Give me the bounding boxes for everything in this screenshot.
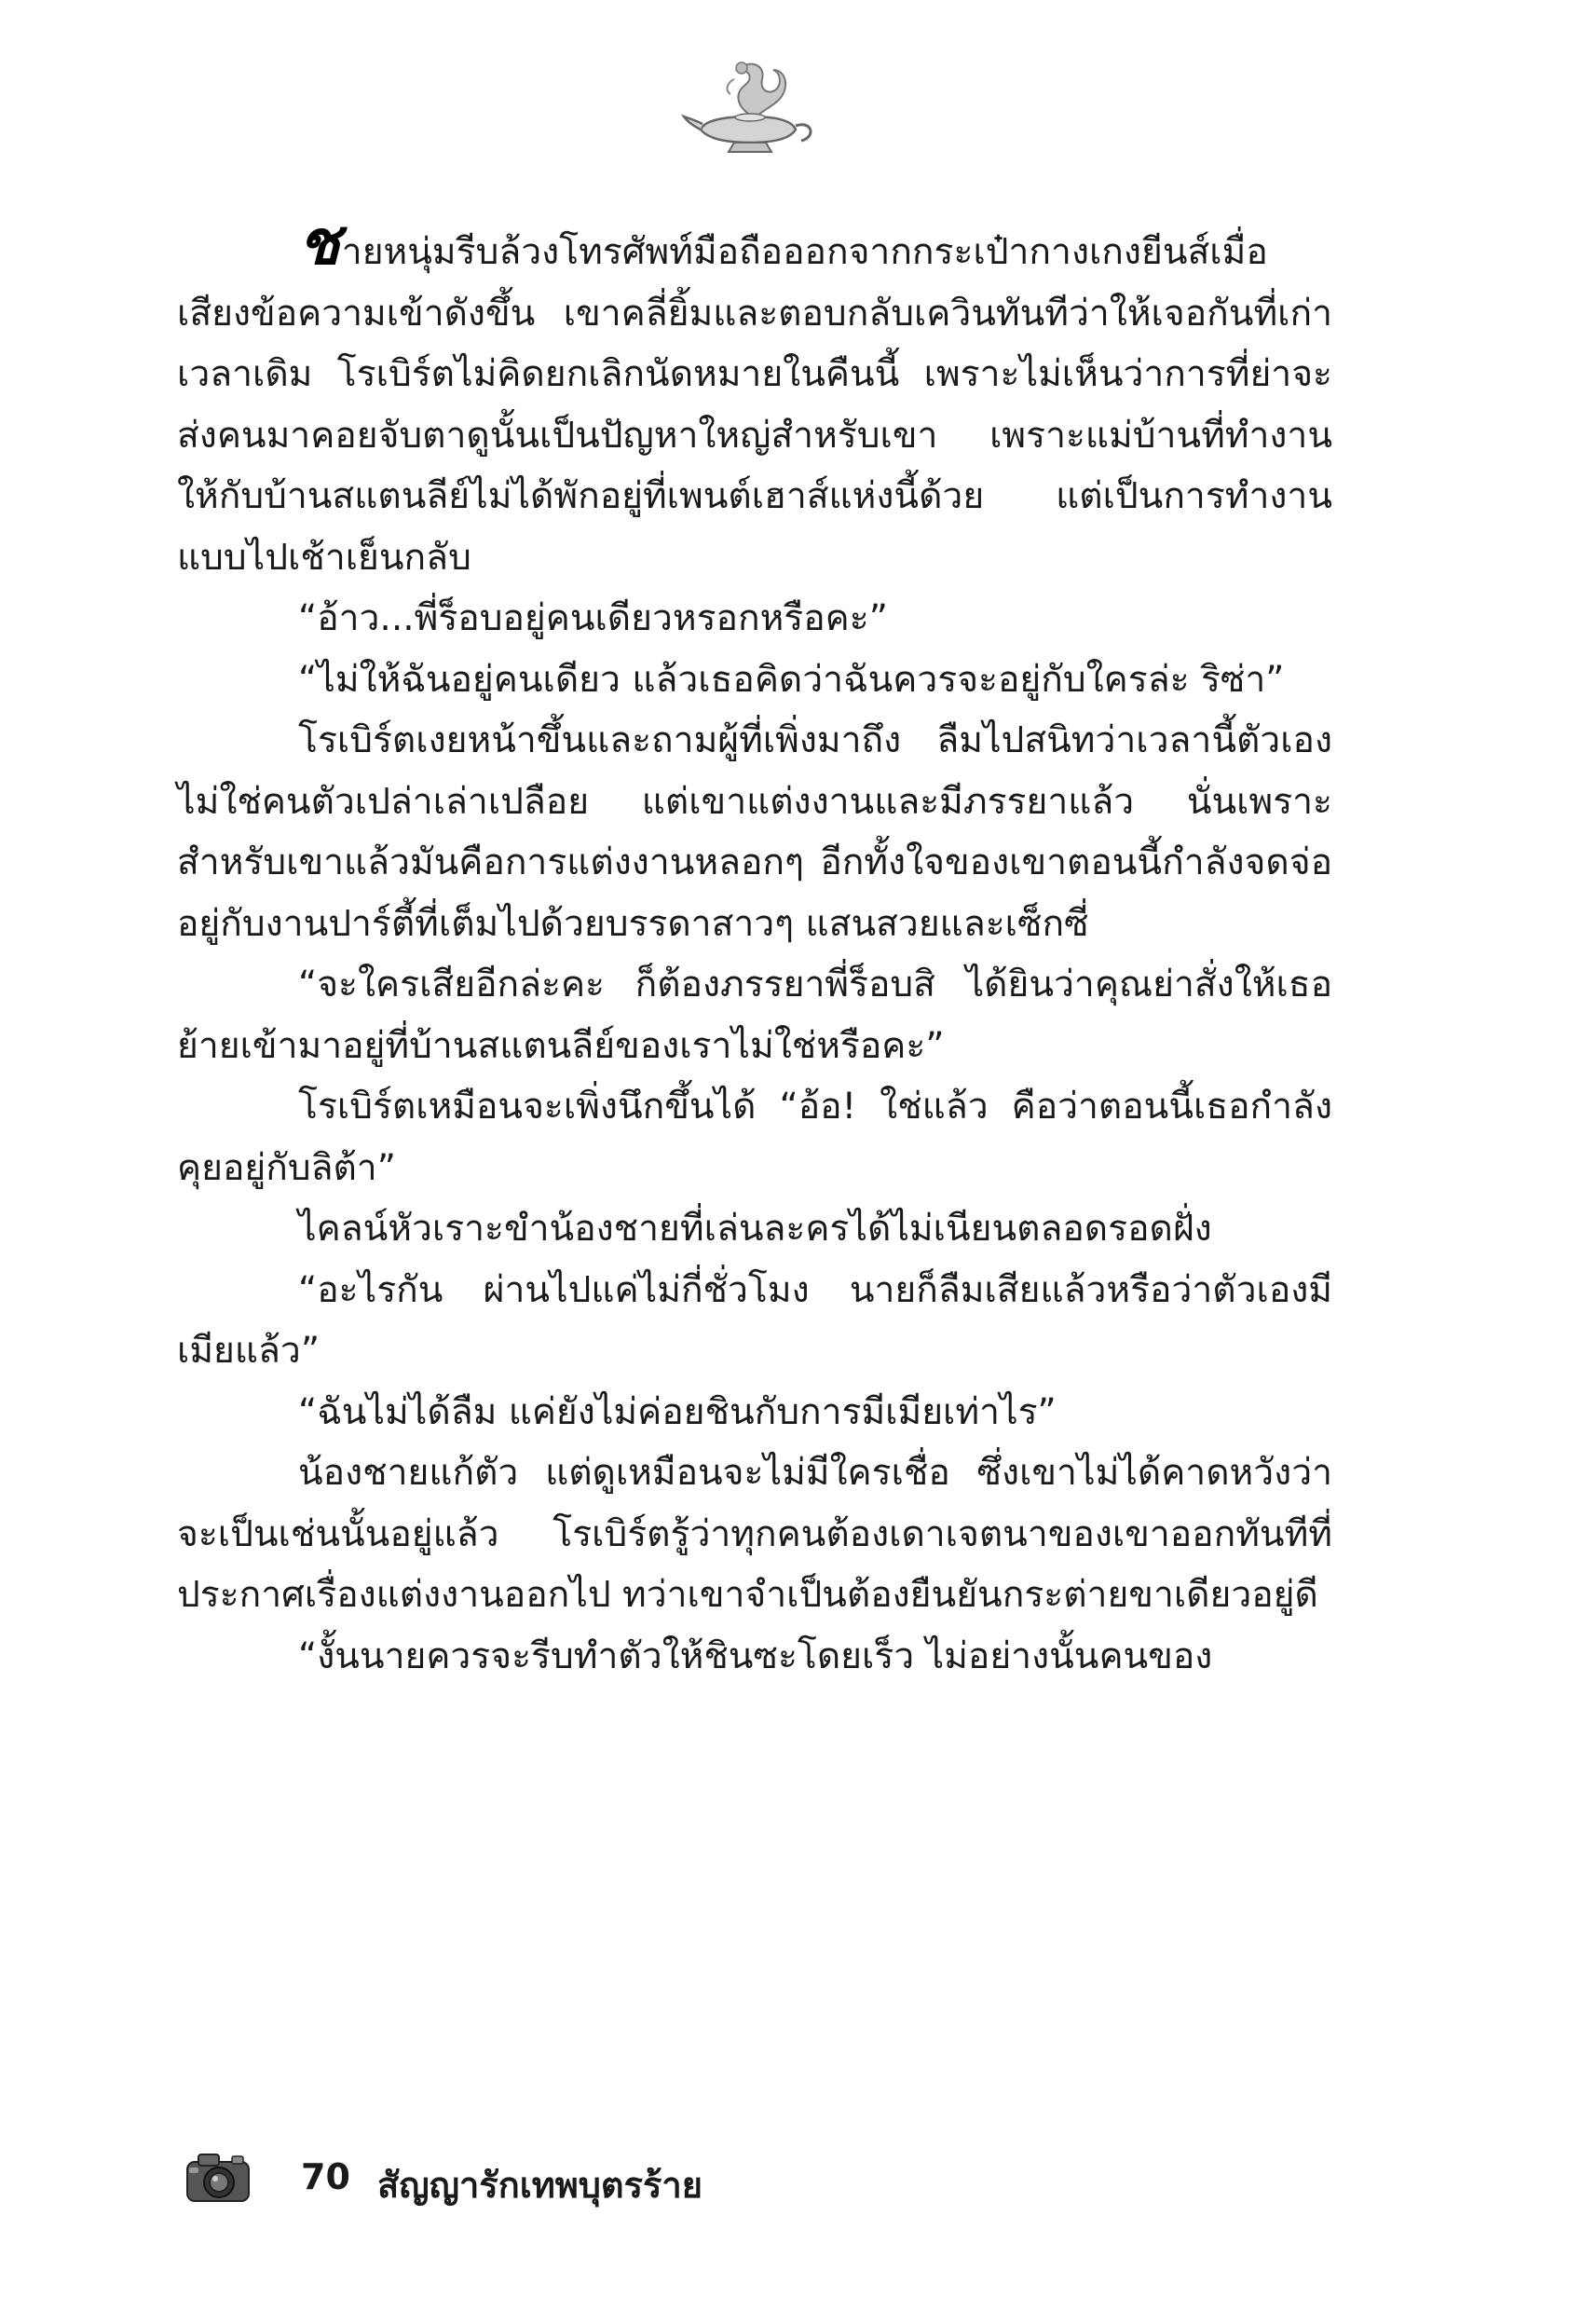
paragraph-text: ายหนุ่มรีบล้วงโทรศัพท์มือถือออกจากกระเป๋ากางเกงยีนส์เมื่อเสียงข้อความเข้าดังขึ้น เขาคลี่ยิ้มและตอบกลับเควินทันทีว่าให้เจอกันที่เก่าเวลาเดิม โรเบิร์ตไม่คิดยกเลิกนัดหมายในคืนนี้ เพราะไม่เห็นว่าการที่ย่าจะส่งคนมาคอยจับตาดูนั้นเป็นปัญหาใหญ่สำหรับเขา เพราะแม่บ้านที่ทำงานให้กับบ้านสแตนลีย์ไม่ได้พักอยู่ที่เพนต์เฮาส์แห่งนี้ด้วย แต่เป็นการทำงานแบบไปเช้าเย็นกลับ — [177, 231, 1332, 579]
magic-lamp-genie-icon — [680, 51, 820, 163]
drop-cap: ช — [298, 206, 340, 279]
paragraph-9: “ฉันไม่ได้ลืม แค่ยังไม่ค่อยชินกับการมีเมียเท่าไร” — [298, 1390, 1057, 1433]
page-footer — [182, 2143, 1020, 2218]
paragraph-4: โรเบิร์ตเงยหน้าขึ้นและถามผู้ที่เพิ่งมาถึง ลืมไปสนิทว่าเวลานี้ตัวเองไม่ใช่คนตัวเปล่าเล่าเปลือย แต่เขาแต่งงานและมีภรรยาแล้ว นั่นเพราะสำหรับเขาแล้วมันคือการแต่งงานหลอกๆ อีกทั้งใจของเขาตอนนี้กำลังจดจ่ออยู่กับงานปาร์ตี้ที่เต็มไปด้วยบรรดาสาวๆ แสนสวยและเซ็กซี่ — [177, 719, 1332, 945]
page-number: 70 — [301, 2156, 350, 2197]
camera-icon — [182, 2143, 256, 2208]
paragraph-6: โรเบิร์ตเหมือนจะเพิ่งนึกขึ้นได้ “อ้อ! ใช่แล้ว คือว่าตอนนี้เธอกำลังคุยอยู่กับลิต้า” — [177, 1086, 1332, 1189]
paragraph-2: “อ้าว...พี่ร็อบอยู่คนเดียวหรอกหรือคะ” — [298, 597, 888, 639]
paragraph-5: “จะใครเสียอีกล่ะคะ ก็ต้องภรรยาพี่ร็อบสิ ได้ยินว่าคุณย่าสั่งให้เธอย้ายเข้ามาอยู่ที่บ้านสแตนลีย์ของเราไม่ใช่หรือคะ” — [177, 964, 1332, 1067]
paragraph-3: “ไม่ให้ฉันอยู่คนเดียว แล้วเธอคิดว่าฉันควรจะอยู่กับใครล่ะ ริซ่า” — [298, 658, 1285, 701]
book-title: สัญญารักเทพบุตรร้าย — [377, 2165, 703, 2206]
paragraph-7: ไคลน์หัวเราะขำน้องชายที่เล่นละครได้ไม่เนียนตลอดรอดฝั่ง — [298, 1208, 1212, 1250]
body-text — [177, 206, 1332, 1687]
paragraph-8: “อะไรกัน ผ่านไปแค่ไม่กี่ชั่วโมง นายก็ลืมเสียแล้วหรือว่าตัวเองมีเมียแล้ว” — [177, 1268, 1332, 1372]
paragraph-10: น้องชายแก้ตัว แต่ดูเหมือนจะไม่มีใครเชื่อ ซึ่งเขาไม่ได้คาดหวังว่าจะเป็นเช่นนั้นอยู่แล้ว โรเบิร์ตรู้ว่าทุกคนต้องเดาเจตนาของเขาออกทันทีที่ประกาศเรื่องแต่งงานออกไป ทว่าเขาจำเป็นต้องยืนยันกระต่ายขาเดียวอยู่ดี — [177, 1452, 1332, 1616]
paragraph-11: “งั้นนายควรจะรีบทำตัวให้ชินซะโดยเร็ว ไม่อย่างนั้นคนของ — [298, 1634, 1213, 1677]
paragraph-1 — [177, 206, 1332, 588]
